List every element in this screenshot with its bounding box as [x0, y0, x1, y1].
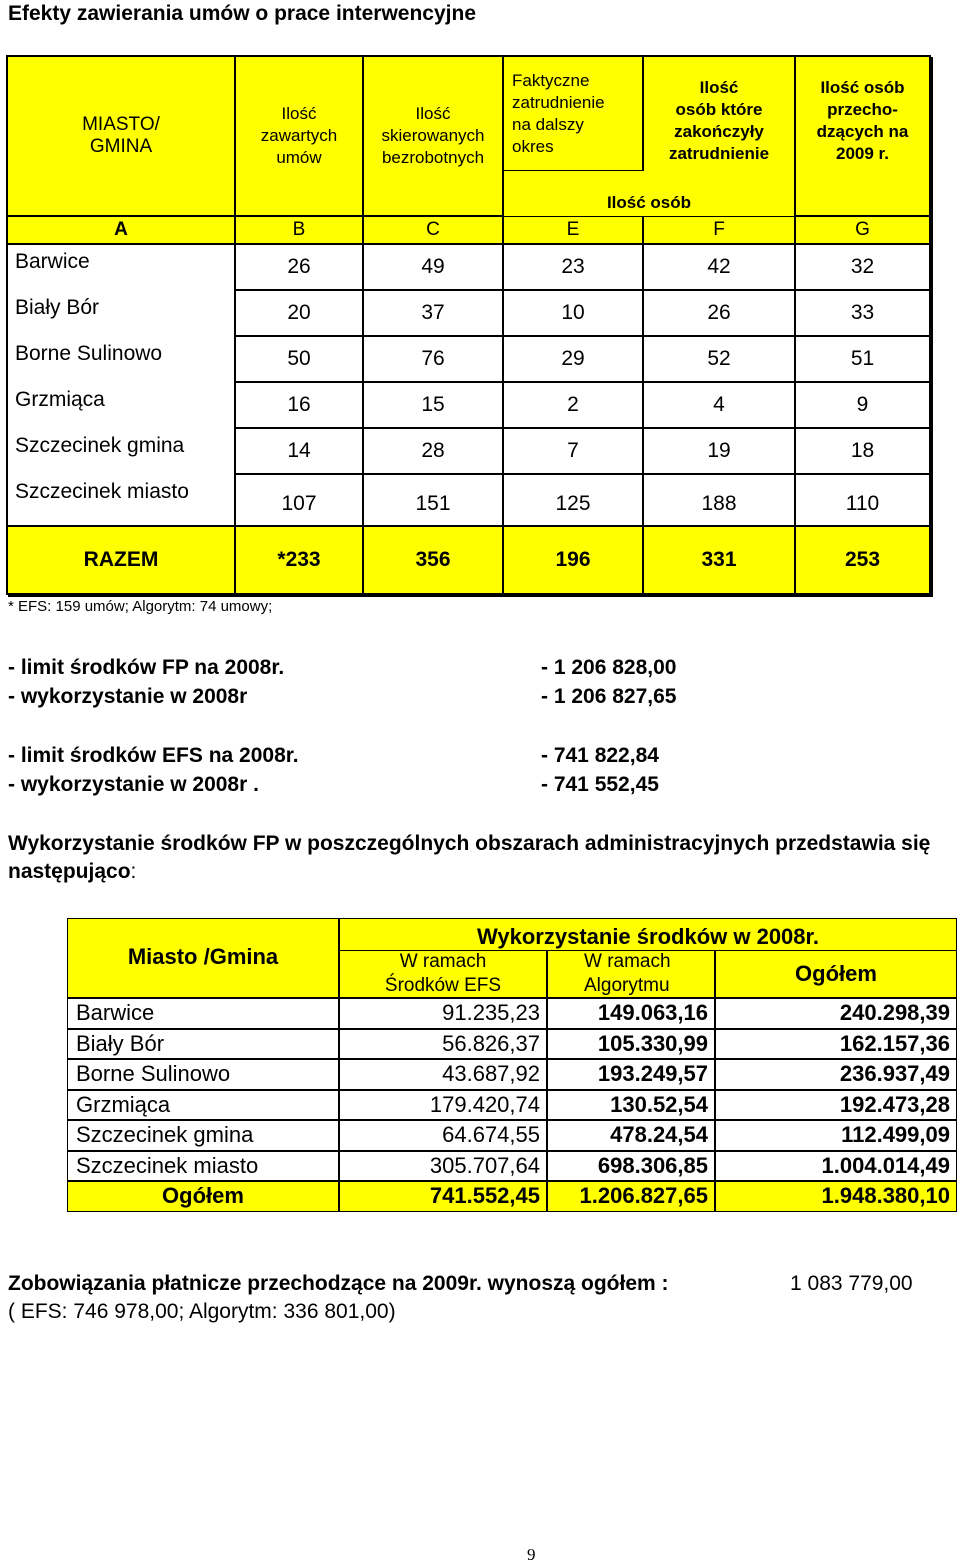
- row-city-name: Szczecinek gmina: [67, 1120, 339, 1151]
- row-value: 125: [503, 474, 643, 526]
- row-value: 20: [235, 290, 363, 336]
- row-value: 49: [363, 244, 503, 290]
- row-value: 2: [503, 382, 643, 428]
- row-value: 9: [795, 382, 930, 428]
- header-faktyczne: Faktyczne zatrudnienie na dalszy okres: [503, 56, 643, 171]
- row-city-name: Szczecinek miasto: [7, 474, 235, 526]
- finance-value: - 741 552,45: [541, 773, 659, 796]
- finance-value: - 1 206 827,65: [541, 685, 677, 708]
- header-ilosc-umow: Ilość zawartych umów: [235, 56, 363, 216]
- row-city-name: Borne Sulinowo: [7, 336, 235, 382]
- funds-table: [67, 918, 957, 1213]
- obligations-value: 1 083 779,00: [790, 1272, 913, 1295]
- row-value: 76: [363, 336, 503, 382]
- page-title: Efekty zawierania umów o prace interwencyjne: [8, 2, 476, 25]
- letter-c: C: [363, 216, 503, 244]
- total-label: RAZEM: [7, 526, 235, 594]
- finance-label: - limit środków FP na 2008r.: [8, 656, 285, 679]
- total-value: 112.499,09: [715, 1120, 957, 1151]
- total-row-label: Ogółem: [67, 1181, 339, 1212]
- total-value: 331: [643, 526, 795, 594]
- row-value: 26: [235, 244, 363, 290]
- row-city-name: Barwice: [67, 998, 339, 1029]
- row-value: 14: [235, 428, 363, 474]
- efs-value: 305.707,64: [339, 1151, 547, 1182]
- row-value: 52: [643, 336, 795, 382]
- row-value: 15: [363, 382, 503, 428]
- row-value: 151: [363, 474, 503, 526]
- header-skierowanych: Ilość skierowanych bezrobotnych: [363, 56, 503, 216]
- algorytm-value: 149.063,16: [547, 998, 715, 1029]
- row-city-name: Szczecinek miasto: [67, 1151, 339, 1182]
- efs-value: 56.826,37: [339, 1029, 547, 1060]
- row-value: 7: [503, 428, 643, 474]
- efs-value: 91.235,23: [339, 998, 547, 1029]
- row-value: 188: [643, 474, 795, 526]
- row-city-name: Szczecinek gmina: [7, 428, 235, 474]
- total-value: 196: [503, 526, 643, 594]
- algorytm-value: 130.52,54: [547, 1090, 715, 1121]
- header-algorytm: W ramach Algorytmu: [547, 950, 715, 998]
- finance-label: - wykorzystanie w 2008r .: [8, 773, 259, 796]
- letter-a: A: [7, 216, 235, 244]
- algorytm-value: 105.330,99: [547, 1029, 715, 1060]
- row-value: 50: [235, 336, 363, 382]
- total-value: 356: [363, 526, 503, 594]
- row-value: 26: [643, 290, 795, 336]
- header-total: Ogółem: [715, 950, 957, 998]
- letter-f: F: [643, 216, 795, 244]
- finance-value: - 741 822,84: [541, 744, 659, 767]
- row-value: 37: [363, 290, 503, 336]
- row-city-name: Borne Sulinowo: [67, 1059, 339, 1090]
- total-value: *233: [235, 526, 363, 594]
- header-city: Miasto /Gmina: [67, 918, 339, 998]
- row-city-name: Grzmiąca: [67, 1090, 339, 1121]
- header-miasto: MIASTO/ GMINA: [7, 56, 235, 216]
- header-przechodzacych: Ilość osób przecho- dzących na 2009 r.: [795, 56, 930, 216]
- row-value: 28: [363, 428, 503, 474]
- letter-e: E: [503, 216, 643, 244]
- row-city-name: Barwice: [7, 244, 235, 290]
- efs-value: 741.552,45: [339, 1181, 547, 1212]
- header-group: Wykorzystanie środków w 2008r.: [339, 918, 957, 950]
- total-value: 192.473,28: [715, 1090, 957, 1121]
- finance-label: - wykorzystanie w 2008r: [8, 685, 248, 708]
- footnote: * EFS: 159 umów; Algorytm: 74 umowy;: [8, 598, 273, 615]
- row-value: 19: [643, 428, 795, 474]
- row-value: 33: [795, 290, 930, 336]
- row-value: 51: [795, 336, 930, 382]
- header-zakonczyly: Ilość osób które zakończyły zatrudnienie: [643, 56, 795, 216]
- header-ilosc-osob: Ilość osób: [503, 171, 795, 216]
- row-value: 10: [503, 290, 643, 336]
- section-intro: Wykorzystanie środków FP w poszczególnych obszarach administracyjnych przedstawia się następująco:: [8, 832, 931, 883]
- row-value: 29: [503, 336, 643, 382]
- obligations-label: Zobowiązania płatnicze przechodzące na 2009r. wynoszą ogółem :: [8, 1272, 669, 1295]
- row-value: 110: [795, 474, 930, 526]
- letter-b: B: [235, 216, 363, 244]
- efs-value: 179.420,74: [339, 1090, 547, 1121]
- total-value: 1.004.014,49: [715, 1151, 957, 1182]
- header-efs: W ramach Środków EFS: [339, 950, 547, 998]
- obligations: [8, 1272, 913, 1296]
- row-city-name: Biały Bór: [67, 1029, 339, 1060]
- total-value: 236.937,49: [715, 1059, 957, 1090]
- row-value: 23: [503, 244, 643, 290]
- city-column-frame: [7, 244, 235, 526]
- row-value: 107: [235, 474, 363, 526]
- row-city-name: Biały Bór: [7, 290, 235, 336]
- total-value: 162.157,36: [715, 1029, 957, 1060]
- page-number: 9: [527, 1545, 536, 1564]
- finance-label: - limit środków EFS na 2008r.: [8, 744, 299, 767]
- row-value: 18: [795, 428, 930, 474]
- row-value: 4: [643, 382, 795, 428]
- efs-value: 64.674,55: [339, 1120, 547, 1151]
- contracts-table: [6, 55, 931, 595]
- row-value: 16: [235, 382, 363, 428]
- total-value: 1.948.380,10: [715, 1181, 957, 1212]
- row-value: 42: [643, 244, 795, 290]
- efs-value: 43.687,92: [339, 1059, 547, 1090]
- obligations-detail: ( EFS: 746 978,00; Algorytm: 336 801,00): [8, 1300, 396, 1323]
- total-value: 253: [795, 526, 930, 594]
- algorytm-value: 193.249,57: [547, 1059, 715, 1090]
- letter-g: G: [795, 216, 930, 244]
- algorytm-value: 698.306,85: [547, 1151, 715, 1182]
- algorytm-value: 1.206.827,65: [547, 1181, 715, 1212]
- row-value: 32: [795, 244, 930, 290]
- total-value: 240.298,39: [715, 998, 957, 1029]
- algorytm-value: 478.24,54: [547, 1120, 715, 1151]
- row-city-name: Grzmiąca: [7, 382, 235, 428]
- finance-value: - 1 206 828,00: [541, 656, 677, 679]
